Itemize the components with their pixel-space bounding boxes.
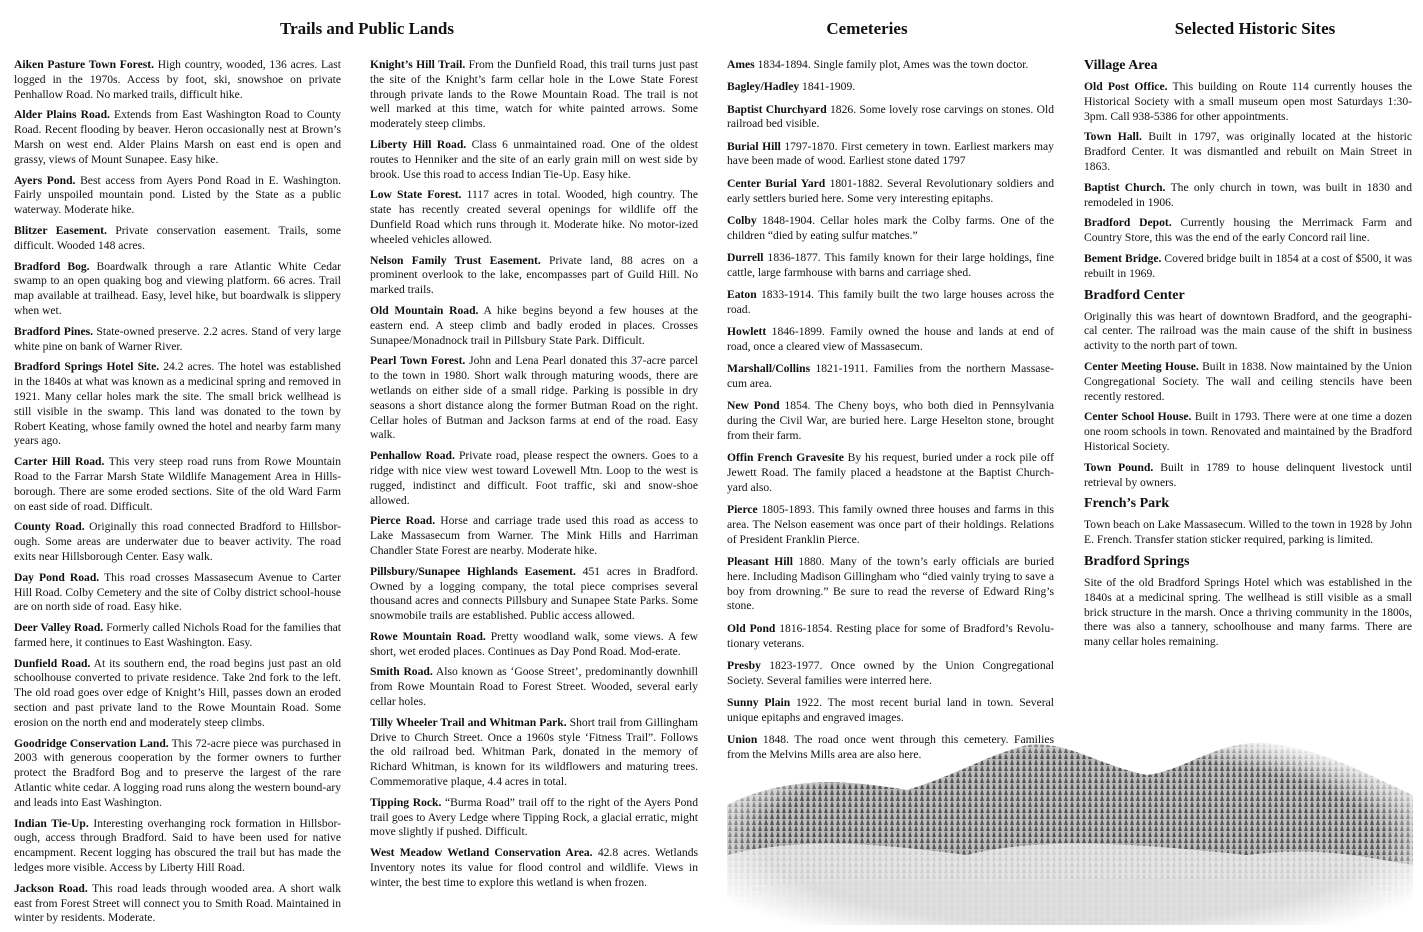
entry-name: Colby — [727, 213, 757, 227]
entry-name: Baptist Church. — [1084, 180, 1166, 194]
entry-name: Tipping Rock. — [370, 795, 442, 809]
entry-name: Smith Road. — [370, 665, 433, 679]
entry-text: Currently housing the Merrimack Farm and Country Store, this was the end of the early Concord rail line. — [1084, 216, 1413, 245]
entry-text: 1848. The road once went through this cemetery. Families from the Melvins Mills area are also here. — [727, 732, 1054, 761]
entry-name: Deer Valley Road. — [14, 621, 104, 635]
site-old-post-office — [1084, 80, 1412, 124]
entry-name: Baptist Churchyard — [727, 102, 827, 116]
trail-alder-plains-road — [14, 108, 341, 167]
entry-text: 1821-1911. Families from the northern Massase-cum area. — [727, 362, 1054, 391]
entry-text: Private conservation easement. Trails, some difficult. Wooded 148 acres. — [14, 223, 341, 252]
entry-text: Built in 1797, was originally located at the historic Bradford Center. It was dismantled and rebuilt on Main Street in 1863. — [1084, 130, 1413, 173]
cemetery-burial-hill — [727, 140, 1054, 170]
entry-name: Dunfield Road. — [14, 656, 91, 670]
entry-name: Ayers Pond. — [14, 173, 76, 187]
entry-text: 1816-1854. Resting place for some of Bradford’s Revolu-tionary veterans. — [727, 621, 1054, 650]
entry-name: Center Meeting House. — [1084, 359, 1199, 373]
trail-blitzer-easement — [14, 224, 341, 254]
entry-name: Old Post Office. — [1084, 80, 1168, 93]
cemetery-sunny-plain — [727, 696, 1054, 726]
entry-text: Built in 1793. There were at one time a dozen one room schools in town. Renovated and maintained by the Bradford Historical Society. — [1084, 410, 1413, 453]
entry-text: A hike begins beyond a few houses at the eastern end. A steep climb and badly eroded in places. Crosses Sunapee/Monadnock trail in Pillsbury State Park. Difficult. — [370, 303, 699, 347]
entry-text: Originally this road connected Bradford to Hillsbor-ough. Some areas are underwater due to beaver activity. The road exits near Hillsborough Center. Easy walk. — [14, 520, 341, 563]
trail-deer-valley-road — [14, 621, 341, 651]
entry-text: 1805-1893. This family owned three houses and farms in this area. The Nelson easement was once part of their holdings. Relations of President Franklin Pierce. — [727, 503, 1054, 546]
entry-name: Town Pound. — [1084, 460, 1154, 474]
entry-text: 1801-1882. Several Revolutionary soldiers and early settlers buried here. Some very interesting epitaphs. — [727, 176, 1054, 205]
entry-text: This road leads through wooded area. A short walk east from Forest Street will connect you to Smith Road. Maintained in winter by residents. Moderate. — [14, 881, 342, 925]
entry-name: Presby — [727, 658, 761, 672]
entry-name: Union — [727, 732, 758, 746]
bradford-center-intro: Originally this was heart of downtown Bradford, and the geographi-cal center. The railroad was the main cause of the shift in business activity to the north part of town. — [1084, 309, 1412, 353]
entry-text: Built in 1838. Now maintained by the Union Congregational Society. The wall and ceiling stencils have been recently restored. — [1084, 359, 1412, 403]
entry-text: Built in 1789 to house delinquent livestock until retrieval by owners. — [1084, 460, 1412, 489]
entry-name: Burial Hill — [727, 139, 781, 153]
site-baptist-church — [1084, 181, 1412, 211]
entry-text: Private land, 88 acres on a prominent overlook to the lake, encompasses part of Guild Hill. No marked trails. — [370, 253, 699, 297]
entry-text: This 72-acre piece was purchased in 2003 with generous cooperation by the former owners to further protect the Bradford Bog and to preserve the largest of the rare Atlantic white cedar. A logging road runs along the western bound-ary and leads into East Washington. — [14, 736, 341, 809]
cemetery-baptist-churchyard — [727, 103, 1054, 133]
entry-name: New Pond — [727, 399, 780, 413]
trail-pillsbury-sunapee-highlands-easement — [370, 565, 698, 624]
entry-name: Liberty Hill Road. — [370, 137, 467, 151]
trail-aiken-pasture-town-forest — [14, 58, 341, 102]
entry-text: This very steep road runs from Rowe Mountain Road to the Farrar Marsh State Wildlife Management Area in Hills-borough. There are some eroded sections. Site of the old Ward Farm on east side of road. Difficult. — [14, 455, 341, 513]
entry-text: 1833-1914. This family built the two large houses across the road. — [727, 288, 1054, 316]
trail-dunfield-road — [14, 657, 341, 731]
entry-name: Knight’s Hill Trail. — [370, 58, 466, 71]
trail-bradford-bog — [14, 260, 341, 319]
entry-text: Covered bridge built in 1854 at a cost of $500, it was rebuilt in 1969. — [1084, 251, 1412, 280]
entry-name: Goodridge Conservation Land. — [14, 736, 169, 750]
cemetery-pierce — [727, 503, 1054, 547]
trail-bradford-pines — [14, 325, 341, 355]
entry-text: From the Dunfield Road, this trail turns just past the site of the Knight’s farm cellar hole in the Lowe State Forest through private lands to the Rowe Mountain Road. The trail is not well marked at this time, watch for white painted arrows. Some moderately steep climbs. — [370, 58, 698, 131]
entry-name: Low State Forest. — [370, 188, 462, 202]
entry-name: Offin French Gravesite — [727, 451, 844, 465]
entry-text: 1841-1909. — [799, 80, 856, 94]
entry-name: Bradford Pines. — [14, 324, 94, 338]
trail-carter-hill-road — [14, 455, 341, 514]
cemetery-offin-french-gravesite — [727, 451, 1054, 495]
entry-text: 1826. Some lovely rose carvings on stones. Old railroad bed visible. — [727, 102, 1054, 131]
entry-text: Class 6 unmaintained road. One of the oldest routes to Henniker and the site of an early grain mill on west side by brook. Use this road to access Indian Tie-Up. Easy hike. — [370, 137, 698, 181]
entry-name: Bagley/Hadley — [727, 80, 800, 94]
trail-jackson-road — [14, 882, 341, 926]
bradford-center-title: Bradford Center — [1084, 287, 1185, 303]
cemetery-pleasant-hill — [727, 555, 1054, 614]
entry-name: Rowe Mountain Road. — [370, 629, 486, 643]
entry-name: Town Hall. — [1084, 130, 1142, 144]
entry-text: Horse and carriage trade used this road as access to Lake Massasecum from Warner. The Mink Hills and Harriman Chandler State Forest are nearby. Moderate hike. — [370, 514, 699, 557]
entry-text: Best access from Ayers Pond Road in E. Washington. Fairly unspoiled mountain pond. Listed by the State as a public waterway. Moderate hike. — [14, 173, 342, 217]
entry-name: Center School House. — [1084, 410, 1192, 424]
entry-name: Pearl Town Forest. — [370, 354, 466, 368]
entry-name: Pillsbury/Sunapee Highlands Easement. — [370, 564, 576, 578]
entry-name: Pierce — [727, 503, 758, 517]
entry-text: Formerly called Nichols Road for the families that farmed here, it continues to East Washington. Easy. — [14, 621, 341, 649]
entry-name: Penhallow Road. — [370, 449, 455, 463]
entry-text: At its southern end, the road begins just past an old schoolhouse converted to private residence. Take 2nd fork to the left. The old road goes over edge of Knight’s Hill, passes down an eroded section and past private land to the Rowe Mountain Road. Some erosion on the north end and moderately steep climbs. — [14, 656, 341, 729]
entry-text: 451 acres in Bradford. Owned by a logging company, the total piece comprises several thousand acres and connects Pillsbury and Sunapee State Parks. Some snowmobile trails are established. Public access allowed. — [370, 564, 698, 623]
entry-name: Howlett — [727, 325, 767, 339]
entry-text: 1854. The Cheny boys, who both died in Pennsylvania during the Civil War, are buried here. Large Heselton stone, brought from their farm. — [727, 399, 1054, 442]
cemetery-presby — [727, 659, 1054, 689]
historic-sites-column — [1084, 0, 1412, 656]
cemetery-old-pond — [727, 622, 1054, 652]
entry-name: Marshall/Collins — [727, 362, 811, 376]
trails-column-1 — [14, 0, 341, 932]
entry-text: 1834-1894. Single family plot, Ames was the town doctor. — [754, 58, 1029, 71]
entry-text: Interesting overhanging rock formation in Hillsbor-ough, access through Bradford. Said to have been used for native encampment. Recent logging has obscured the trail but has made the ledges more visible. Access by Liberty Hill Road. — [14, 816, 341, 875]
trail-pierce-road — [370, 514, 698, 558]
mountain-illustration — [727, 732, 1413, 925]
entry-name: Ames — [727, 58, 755, 71]
cemetery-center-burial-yard — [727, 177, 1054, 207]
entry-name: County Road. — [14, 520, 85, 534]
entry-text: 1823-1977. Once owned by the Union Congregational Society. Several families were interred here. — [727, 658, 1054, 687]
site-town-pound — [1084, 461, 1412, 491]
heading-cemeteries: Cemeteries — [826, 19, 908, 38]
entry-text: 1117 acres in total. Wooded, high country. The state has recently created several openings for wildlife off the Dunfield Road which runs through it. Moderate hike. No motor-ized wheeled vehicles allowed. — [370, 188, 699, 246]
bradford-springs-text: Site of the old Bradford Springs Hotel which was established in the 1840s at a medicinal spring. The wellhead is still visible as a small brick structure in the marsh. Once a thriving community in the 1800s, there was also a tannery, schoolhouse and many farms. There are many cellar holes remaining. — [1084, 575, 1412, 649]
entry-name: Bradford Bog. — [14, 259, 90, 273]
entry-name: Durrell — [727, 250, 764, 264]
entry-text: This building on Route 114 currently houses the Historical Society with a small museum open most Saturdays 1:30-3pm. Call 938-5386 for other appointments. — [1084, 80, 1412, 123]
entry-name: Pierce Road. — [370, 514, 436, 528]
cemetery-bagley-hadley — [727, 80, 1054, 95]
cemetery-eaton — [727, 288, 1054, 318]
trail-west-meadow-wetland-conservation-area — [370, 846, 698, 890]
cemetery-new-pond — [727, 399, 1054, 443]
entry-name: Nelson Family Trust Easement. — [370, 253, 541, 267]
frenchs-park-title: French’s Park — [1084, 496, 1170, 512]
entry-text: High country, wooded, 136 acres. Last logged in the 1970s. Access by foot, ski, snowshoe on private Penhallow Road. No marked trails, difficult hike. — [14, 58, 341, 101]
entry-text: Also known as ‘Goose Street’, predominantly downhill from Rowe Mountain Road to Forest Street. Wooded, several early cellar holes. — [370, 665, 698, 709]
entry-text: 42.8 acres. Wetlands Inventory notes its value for flood control and wildlife. Views in winter, the best time to explore this wetland is when frozen. — [370, 846, 698, 889]
entry-text: 1836-1877. This family known for their large holdings, fine cattle, large farmhouse with barns and carriage shed. — [727, 250, 1054, 279]
entry-text: 1797-1870. First cemetery in town. Earliest markers may have been made of wood. Earliest stone dated 1797 — [727, 139, 1054, 168]
entry-text: Boardwalk through a rare Atlantic White Cedar swamp to an open quaking bog and viewing platform. 66 acres. Trail map available at trailhead. Easy, level hike, but boardwalk is slippery when wet. — [14, 259, 342, 317]
entry-name: Center Burial Yard — [727, 176, 826, 190]
trail-ayers-pond — [14, 174, 341, 218]
trail-county-road — [14, 520, 341, 564]
cemetery-ames — [727, 58, 1054, 73]
cemetery-marshall-collins — [727, 362, 1054, 392]
trail-day-pond-road — [14, 571, 341, 615]
trail-goodridge-conservation-land — [14, 737, 341, 811]
heading-historic-sites: Selected Historic Sites — [1174, 19, 1336, 38]
entry-name: West Meadow Wetland Conservation Area. — [370, 846, 593, 860]
trails-column-2 — [370, 58, 698, 897]
entry-name: Blitzer Easement. — [14, 223, 107, 237]
entry-name: Bement Bridge. — [1084, 251, 1162, 265]
entry-text: John and Lena Pearl donated this 37-acre parcel to the town in 1980. Short walk through maturing woods, there are wetlands on either side of a small ridge. Parking is possible in dry seasons a short distance along the former Butman Road on the right. Cellar holes of Butman and Jackson farms at end of the road. Easy walk. — [370, 354, 698, 442]
trail-liberty-hill-road — [370, 138, 698, 182]
entry-name: Bradford Springs Hotel Site. — [14, 360, 160, 374]
trail-indian-tie-up — [14, 817, 341, 876]
entry-name: Indian Tie-Up. — [14, 816, 89, 830]
entry-text: This road crosses Massasecum Avenue to Carter Hill Road. Colby Cemetery and the site of Colby district school-house are on north side of road. Easy hike. — [14, 570, 341, 614]
trail-knight-s-hill-trail — [370, 58, 698, 132]
entry-name: Pleasant Hill — [727, 555, 793, 569]
bradford-springs-title: Bradford Springs — [1084, 553, 1190, 569]
entry-text: 1922. The most recent burial land in town. Several unique epitaphs and engraved images. — [727, 695, 1054, 724]
entry-text: 1880. Many of the town’s early officials are buried here. Including Madison Gillingham who “died vainly trying to save a boy from drowning.” Be sure to read the reverse of Edward Ring’s stone. — [727, 555, 1054, 613]
cemetery-durrell — [727, 251, 1054, 281]
site-center-school-house — [1084, 410, 1412, 454]
trail-rowe-mountain-road — [370, 630, 698, 660]
entry-text: 24.2 acres. The hotel was established in the 1840s at what was known as a medicinal spring and removed in 1921. Many cellar holes mark the site. The small brick wellhead is still visible in the swamp. This land was donated to the town by Robert Keating, whose family owned the hotel and nearby farm many years ago. — [14, 360, 341, 448]
site-bement-bridge — [1084, 252, 1412, 282]
trail-nelson-family-trust-easement — [370, 254, 698, 298]
entry-text: 1848-1904. Cellar holes mark the Colby farms. One of the children “died by eating sulfur matches.” — [727, 213, 1054, 242]
village-area-title: Village Area — [1084, 58, 1158, 73]
trail-smith-road — [370, 665, 698, 709]
entry-name: Sunny Plain — [727, 695, 791, 709]
entry-text: By his request, buried under a rock pile off Jewett Road. The family placed a headstone at the Baptist Church-yard also. — [727, 451, 1054, 494]
entry-name: Carter Hill Road. — [14, 455, 105, 469]
entry-text: The only church in town, was built in 1830 and remodeled in 1906. — [1084, 180, 1412, 209]
entry-name: Old Mountain Road. — [370, 303, 479, 317]
site-center-meeting-house — [1084, 360, 1412, 404]
entry-text: Extends from East Washington Road to County Road. Recent flooding by beaver. Heron occasionally nest at Brown’s Marsh on west end. Alder Plains Marsh on east end is open and grassy, views of Mount Sunapee. Easy hike. — [14, 108, 341, 166]
entry-name: Old Pond — [727, 621, 776, 635]
entry-text: State-owned preserve. 2.2 acres. Stand of very large white pine on bank of Warner River. — [14, 324, 341, 353]
trail-tilly-wheeler-trail-and-whitman-park — [370, 716, 698, 790]
entry-name: Alder Plains Road. — [14, 108, 110, 122]
frenchs-park-text: Town beach on Lake Massasecum. Willed to the town in 1928 by John E. French. Transfer station sticker required, parking is limited. — [1084, 518, 1412, 547]
trail-penhallow-road — [370, 449, 698, 508]
trail-pearl-town-forest — [370, 354, 698, 443]
entry-name: Day Pond Road. — [14, 570, 100, 584]
trail-old-mountain-road — [370, 304, 698, 348]
site-town-hall — [1084, 130, 1412, 174]
entry-text: Pretty woodland walk, some views. A few short, wet eroded places. Continues as Day Pond Road. Mod-erate. — [370, 629, 698, 658]
entry-text: “Burma Road” trail off to the right of the Ayers Pond trail goes to Avery Ledge where Tipping Rock, a glacial erratic, might move slightly if pushed. Difficult. — [370, 795, 698, 839]
entry-name: Aiken Pasture Town Forest. — [14, 58, 155, 71]
trail-bradford-springs-hotel-site — [14, 360, 341, 449]
cemetery-colby — [727, 214, 1054, 244]
entry-text: Private road, please respect the owners. Goes to a ridge with nice view west toward Lovewell Mtn. Loop to the west is rugged, indistinct and difficult. Foot traffic, ski and snow-shoe allowed. — [370, 449, 699, 507]
cemeteries-column — [727, 0, 1054, 770]
trail-low-state-forest — [370, 188, 698, 247]
entry-text: Short trail from Gillingham Drive to Church Street. Once a 1960s style ‘Fitness Trail”. Follows the old railroad bed. Whitman Park, donated in the memory of Richard Whitman, is known for its wildflowers and maturing trees. Commemorative plaque, 4.4 acres in total. — [370, 715, 698, 789]
trail-tipping-rock — [370, 796, 698, 840]
entry-text: 1846-1899. Family owned the house and lands at end of road, once a cleared view of Massasecum. — [727, 325, 1054, 353]
entry-name: Eaton — [727, 288, 757, 302]
entry-name: Tilly Wheeler Trail and Whitman Park. — [370, 715, 567, 729]
entry-name: Bradford Depot. — [1084, 216, 1172, 230]
site-bradford-depot — [1084, 216, 1412, 246]
heading-trails: Trails and Public Lands — [280, 19, 454, 38]
cemetery-howlett — [727, 325, 1054, 355]
entry-name: Jackson Road. — [14, 881, 88, 895]
